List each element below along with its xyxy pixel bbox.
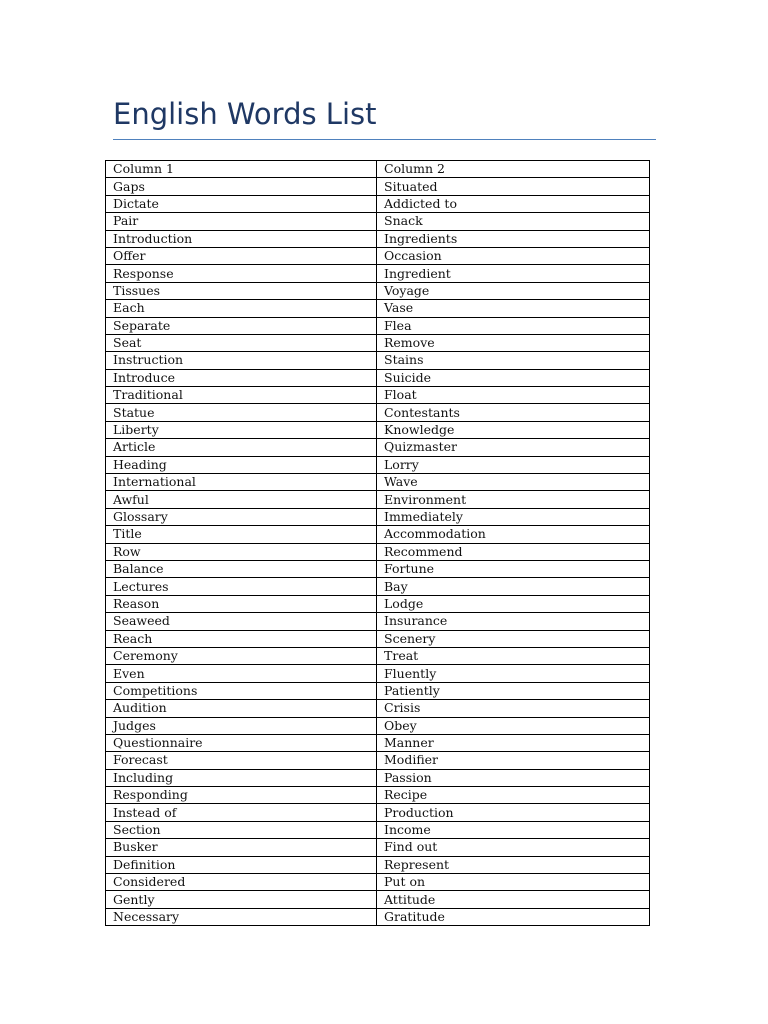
table-row — [106, 804, 650, 821]
column-2-cell: Represent — [377, 856, 650, 873]
column-1-cell: Statue — [106, 404, 377, 421]
column-1-cell: Tissues — [106, 282, 377, 299]
table-row — [106, 578, 650, 595]
column-1-cell: Each — [106, 300, 377, 317]
column-1-cell: Row — [106, 543, 377, 560]
column-2-cell: Lorry — [377, 456, 650, 473]
column-2-cell: Insurance — [377, 613, 650, 630]
table-row — [106, 300, 650, 317]
column-1-cell: Even — [106, 665, 377, 682]
table-row — [106, 752, 650, 769]
column-2-cell: Remove — [377, 334, 650, 351]
table-row — [106, 891, 650, 908]
table-row — [106, 456, 650, 473]
table-row — [106, 595, 650, 612]
title-underline-divider — [113, 139, 656, 140]
column-2-cell: Voyage — [377, 282, 650, 299]
column-1-cell: Necessary — [106, 908, 377, 925]
table-row — [106, 508, 650, 525]
column-2-cell: Flea — [377, 317, 650, 334]
column-2-cell: Attitude — [377, 891, 650, 908]
column-1-cell: Offer — [106, 247, 377, 264]
column-1-cell: Separate — [106, 317, 377, 334]
column-2-cell: Lodge — [377, 595, 650, 612]
column-2-cell: Income — [377, 821, 650, 838]
column-1-cell: Awful — [106, 491, 377, 508]
table-row — [106, 247, 650, 264]
column-2-cell: Occasion — [377, 247, 650, 264]
table-row — [106, 178, 650, 195]
column-1-cell: Traditional — [106, 387, 377, 404]
column-1-cell: Including — [106, 769, 377, 786]
table-row — [106, 839, 650, 856]
column-1-cell: Article — [106, 439, 377, 456]
column-2-cell: Ingredients — [377, 230, 650, 247]
column-2-cell: Fluently — [377, 665, 650, 682]
column-1-header: Column 1 — [106, 161, 377, 178]
column-1-cell: Definition — [106, 856, 377, 873]
column-1-cell: Reason — [106, 595, 377, 612]
table-row — [106, 769, 650, 786]
column-2-cell: Find out — [377, 839, 650, 856]
table-row — [106, 734, 650, 751]
column-2-cell: Wave — [377, 474, 650, 491]
table-row — [106, 421, 650, 438]
column-2-cell: Obey — [377, 717, 650, 734]
column-1-cell: Considered — [106, 874, 377, 891]
column-1-cell: Introduce — [106, 369, 377, 386]
column-1-cell: Seaweed — [106, 613, 377, 630]
table-row — [106, 387, 650, 404]
table-row — [106, 352, 650, 369]
column-1-cell: Section — [106, 821, 377, 838]
column-1-cell: Ceremony — [106, 647, 377, 664]
table-row — [106, 439, 650, 456]
column-1-cell: Questionnaire — [106, 734, 377, 751]
column-1-cell: Response — [106, 265, 377, 282]
column-1-cell: Gaps — [106, 178, 377, 195]
table-row — [106, 526, 650, 543]
column-1-cell: Instead of — [106, 804, 377, 821]
column-2-cell: Production — [377, 804, 650, 821]
column-1-cell: Gently — [106, 891, 377, 908]
column-1-cell: Instruction — [106, 352, 377, 369]
column-2-cell: Patiently — [377, 682, 650, 699]
table-row — [106, 682, 650, 699]
column-2-cell: Gratitude — [377, 908, 650, 925]
column-1-cell: Responding — [106, 787, 377, 804]
table-row — [106, 717, 650, 734]
table-row — [106, 282, 650, 299]
column-2-cell: Environment — [377, 491, 650, 508]
table-row — [106, 647, 650, 664]
table-row — [106, 334, 650, 351]
column-2-cell: Manner — [377, 734, 650, 751]
table-row — [106, 787, 650, 804]
table-row — [106, 491, 650, 508]
column-2-header: Column 2 — [377, 161, 650, 178]
column-2-cell: Bay — [377, 578, 650, 595]
column-1-cell: Balance — [106, 560, 377, 577]
column-2-cell: Contestants — [377, 404, 650, 421]
column-2-cell: Scenery — [377, 630, 650, 647]
column-2-cell: Addicted to — [377, 195, 650, 212]
column-1-cell: Audition — [106, 700, 377, 717]
table-row — [106, 613, 650, 630]
table-row — [106, 195, 650, 212]
column-1-cell: Title — [106, 526, 377, 543]
table-row — [106, 474, 650, 491]
column-1-cell: Busker — [106, 839, 377, 856]
table-row — [106, 630, 650, 647]
table-row — [106, 230, 650, 247]
column-1-cell: Forecast — [106, 752, 377, 769]
column-2-cell: Recipe — [377, 787, 650, 804]
column-2-cell: Treat — [377, 647, 650, 664]
table-row — [106, 821, 650, 838]
column-2-cell: Crisis — [377, 700, 650, 717]
column-1-cell: Judges — [106, 717, 377, 734]
table-header-row — [106, 161, 650, 178]
table-row — [106, 213, 650, 230]
column-2-cell: Vase — [377, 300, 650, 317]
table-row — [106, 265, 650, 282]
column-1-cell: Dictate — [106, 195, 377, 212]
column-1-cell: Glossary — [106, 508, 377, 525]
words-table — [105, 160, 650, 926]
page-title: English Words List — [113, 97, 377, 131]
column-2-cell: Suicide — [377, 369, 650, 386]
column-2-cell: Knowledge — [377, 421, 650, 438]
column-2-cell: Modifier — [377, 752, 650, 769]
column-2-cell: Stains — [377, 352, 650, 369]
table-row — [106, 856, 650, 873]
column-1-cell: Competitions — [106, 682, 377, 699]
column-1-cell: Lectures — [106, 578, 377, 595]
table-row — [106, 874, 650, 891]
column-2-cell: Snack — [377, 213, 650, 230]
column-2-cell: Situated — [377, 178, 650, 195]
table-row — [106, 317, 650, 334]
table-row — [106, 369, 650, 386]
column-2-cell: Accommodation — [377, 526, 650, 543]
column-2-cell: Fortune — [377, 560, 650, 577]
table-row — [106, 543, 650, 560]
column-1-cell: Liberty — [106, 421, 377, 438]
column-1-cell: Heading — [106, 456, 377, 473]
column-1-cell: Introduction — [106, 230, 377, 247]
table-row — [106, 908, 650, 925]
column-2-cell: Passion — [377, 769, 650, 786]
column-1-cell: Seat — [106, 334, 377, 351]
column-2-cell: Float — [377, 387, 650, 404]
table-row — [106, 560, 650, 577]
column-1-cell: Reach — [106, 630, 377, 647]
column-2-cell: Quizmaster — [377, 439, 650, 456]
column-1-cell: Pair — [106, 213, 377, 230]
table-row — [106, 404, 650, 421]
table-row — [106, 700, 650, 717]
column-1-cell: International — [106, 474, 377, 491]
column-2-cell: Immediately — [377, 508, 650, 525]
table-row — [106, 665, 650, 682]
column-2-cell: Recommend — [377, 543, 650, 560]
column-2-cell: Ingredient — [377, 265, 650, 282]
words-table-body — [106, 161, 650, 926]
column-2-cell: Put on — [377, 874, 650, 891]
